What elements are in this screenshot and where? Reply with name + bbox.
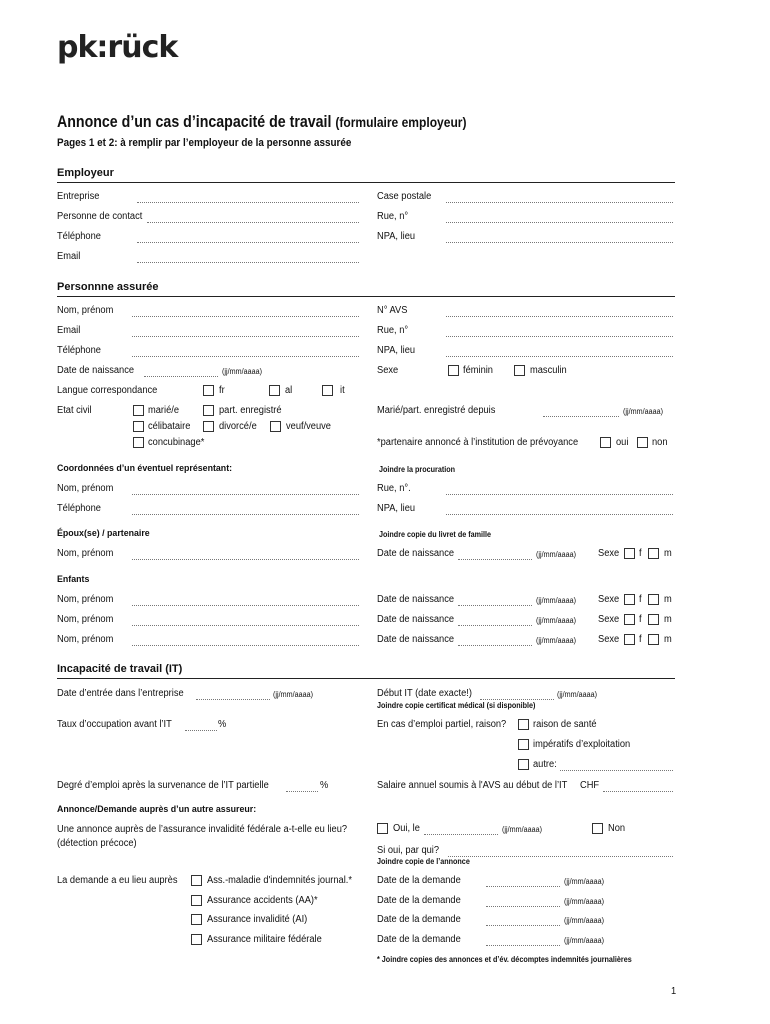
label-masculin: masculin [530, 365, 567, 376]
label-enfant-f: f [639, 614, 642, 625]
date-format-hint: (jj/mm/aaaa) [564, 897, 605, 906]
checkbox-epoux-m[interactable] [648, 548, 659, 559]
input-date-demande[interactable] [486, 906, 560, 907]
footnote: * Joindre copies des annonces et d’év. décomptes indemnités journalières [377, 955, 632, 964]
checkbox-feminin[interactable] [448, 365, 459, 376]
date-format-hint: (jj/mm/aaaa) [557, 690, 598, 699]
input-date-naissance-enfant[interactable] [458, 605, 532, 606]
note-joindre-annonce: Joindre copie de l’annonce [377, 857, 470, 866]
input-telephone-employeur[interactable] [137, 242, 359, 243]
label-salaire: Salaire annuel soumis à l'AVS au début de l’IT [377, 780, 568, 791]
input-nom-representant[interactable] [132, 494, 359, 495]
label-telephone-representant: Téléphone [57, 503, 101, 514]
input-autre[interactable] [560, 770, 673, 771]
form-title-main: Annonce d’un cas d’incapacité de travail [57, 113, 332, 131]
note-livret-famille: Joindre copie du livret de famille [379, 530, 492, 539]
checkbox-partenaire-non[interactable] [637, 437, 648, 448]
label-date-demande: Date de la demande [377, 875, 461, 886]
checkbox-concubinage[interactable] [133, 437, 144, 448]
input-rue-employeur[interactable] [446, 222, 673, 223]
input-date-demande[interactable] [486, 886, 560, 887]
date-format-hint: (jj/mm/aaaa) [564, 936, 605, 945]
input-salaire[interactable] [603, 791, 673, 792]
label-enfant-m: m [664, 594, 672, 605]
checkbox-enfant-m[interactable] [648, 634, 659, 645]
checkbox-enfant-f[interactable] [624, 614, 635, 625]
section-rule [57, 296, 675, 297]
label-ai-non: Non [608, 823, 626, 834]
checkbox-marie[interactable] [133, 405, 144, 416]
checkbox-enfant-f[interactable] [624, 594, 635, 605]
checkbox-masculin[interactable] [514, 365, 525, 376]
label-rue-employeur: Rue, n° [377, 211, 409, 222]
label-npa-assure: NPA, lieu [377, 345, 416, 356]
label-nom-representant: Nom, prénom [57, 483, 114, 494]
input-date-naissance-epoux[interactable] [458, 559, 532, 560]
label-npa-representant: NPA, lieu [377, 503, 416, 514]
label-ass-maladie: Ass.-maladie d'indemnités journal.* [207, 875, 352, 886]
checkbox-divorce[interactable] [203, 421, 214, 432]
label-date-naissance-enfant: Date de naissance [377, 634, 455, 645]
date-format-hint: (jj/mm/aaaa) [564, 916, 605, 925]
label-date-demande: Date de la demande [377, 914, 461, 925]
checkbox-enfant-f[interactable] [624, 634, 635, 645]
input-rue-representant[interactable] [446, 494, 673, 495]
checkbox-celibataire[interactable] [133, 421, 144, 432]
label-telephone-assure: Téléphone [57, 345, 101, 356]
checkbox-autre[interactable] [518, 759, 529, 770]
input-date-naissance-enfant[interactable] [458, 645, 532, 646]
section-rule [57, 182, 675, 183]
label-partenaire-annonce: *partenaire annoncé à l’institution de prévoyance [377, 437, 579, 448]
date-format-hint: (jj/mm/aaaa) [623, 407, 664, 416]
input-date-entree[interactable] [196, 699, 270, 700]
checkbox-langue-it[interactable] [322, 385, 333, 396]
label-question-ai: Une annonce auprès de l’assurance invalidité fédérale a-t-elle eu lieu? [57, 824, 348, 835]
checkbox-ass-maladie[interactable] [191, 875, 202, 886]
label-raison-sante: raison de santé [533, 719, 597, 730]
checkbox-ass-accidents[interactable] [191, 895, 202, 906]
label-date-naissance-epoux: Date de naissance [377, 548, 455, 559]
label-nom-assure: Nom, prénom [57, 305, 114, 316]
input-ai-date[interactable] [424, 834, 498, 835]
section-employeur: Employeur [57, 167, 114, 179]
label-ai-oui: Oui, le [393, 823, 420, 834]
label-detection-precoce: (détection précoce) [57, 838, 137, 849]
label-pct: % [218, 719, 227, 730]
heading-autre-assureur: Annonce/Demande auprès d’un autre assureur: [57, 804, 257, 815]
section-assuree: Personnne assurée [57, 281, 159, 293]
label-enfant-f: f [639, 594, 642, 605]
input-date-demande[interactable] [486, 925, 560, 926]
label-partenaire-oui: oui [616, 437, 629, 448]
note-procuration: Joindre la procuration [379, 465, 456, 474]
label-email-assure: Email [57, 325, 81, 336]
heading-enfants: Enfants [57, 574, 90, 585]
label-enfant-m: m [664, 614, 672, 625]
label-epoux-f: f [639, 548, 642, 559]
label-degre-emploi: Degré d’emploi après la survenance de l’IT partielle [57, 780, 269, 791]
label-feminin: féminin [463, 365, 493, 376]
date-format-hint: (jj/mm/aaaa) [564, 877, 605, 886]
label-debut-it: Début IT (date exacte!) [377, 688, 472, 699]
input-email-employeur[interactable] [137, 262, 359, 263]
input-debut-it[interactable] [480, 699, 554, 700]
label-enfant-f: f [639, 634, 642, 645]
input-npa-representant[interactable] [446, 514, 673, 515]
label-rue-representant: Rue, n°. [377, 483, 411, 494]
checkbox-raison-sante[interactable] [518, 719, 529, 730]
form-title-suffix: (formulaire employeur) [335, 114, 467, 130]
checkbox-enfant-m[interactable] [648, 614, 659, 625]
label-partenaire-non: non [652, 437, 668, 448]
section-it: Incapacité de travail (IT) [57, 663, 183, 675]
checkbox-veuf[interactable] [270, 421, 281, 432]
checkbox-ai-oui[interactable] [377, 823, 388, 834]
input-avs[interactable] [446, 316, 673, 317]
label-personne-contact: Personne de contact [57, 211, 143, 222]
heading-representant: Coordonnées d’un éventuel représentant: [57, 463, 233, 474]
note-certificat: Joindre copie certificat médical (si disponible) [377, 701, 536, 710]
input-date-naissance-assure[interactable] [144, 376, 218, 377]
date-format-hint: (jj/mm/aaaa) [536, 550, 577, 559]
label-sexe-epoux: Sexe [598, 548, 620, 559]
label-ass-militaire: Assurance militaire fédérale [207, 934, 322, 945]
label-divorce: divorcé/e [219, 421, 257, 432]
input-marie-depuis[interactable] [543, 416, 619, 417]
label-date-entree: Date d’entrée dans l’entreprise [57, 688, 184, 699]
input-npa-employeur[interactable] [446, 242, 673, 243]
page-number: 1 [671, 986, 677, 997]
label-sexe-enfant: Sexe [598, 594, 620, 605]
input-taux-occupation[interactable] [185, 730, 217, 731]
label-pct: % [320, 780, 329, 791]
label-langue: Langue correspondance [57, 385, 158, 396]
input-degre-emploi[interactable] [286, 791, 318, 792]
input-nom-assure[interactable] [132, 316, 359, 317]
section-rule [57, 678, 675, 679]
input-nom-enfant[interactable] [132, 645, 359, 646]
label-taux-occupation: Taux d’occupation avant l’IT [57, 719, 172, 730]
checkbox-part-enregistre[interactable] [203, 405, 214, 416]
date-format-hint: (jj/mm/aaaa) [273, 690, 314, 699]
label-celibataire: célibataire [148, 421, 191, 432]
label-date-naissance-enfant: Date de naissance [377, 614, 455, 625]
label-entreprise: Entreprise [57, 191, 100, 202]
label-autre: autre: [533, 759, 557, 770]
label-imperatifs: impératifs d’exploitation [533, 739, 631, 750]
date-format-hint: (jj/mm/aaaa) [536, 596, 577, 605]
checkbox-ass-militaire[interactable] [191, 934, 202, 945]
form-title [57, 113, 467, 132]
checkbox-partenaire-oui[interactable] [600, 437, 611, 448]
label-date-demande: Date de la demande [377, 895, 461, 906]
label-si-oui: Si oui, par qui? [377, 845, 440, 856]
label-etat-civil: Etat civil [57, 405, 92, 416]
input-date-demande[interactable] [486, 945, 560, 946]
label-ass-invalidite: Assurance invalidité (AI) [207, 914, 308, 925]
label-epoux-m: m [664, 548, 672, 559]
label-demande-lieu: La demande a eu lieu auprès [57, 875, 178, 886]
label-sexe-enfant: Sexe [598, 634, 620, 645]
label-date-naissance-assure: Date de naissance [57, 365, 135, 376]
label-emploi-partiel: En cas d’emploi partiel, raison? [377, 719, 507, 730]
label-enfant-m: m [664, 634, 672, 645]
input-email-assure[interactable] [132, 336, 359, 337]
label-ass-accidents: Assurance accidents (AA)* [207, 895, 318, 906]
label-date-demande: Date de la demande [377, 934, 461, 945]
label-email-employeur: Email [57, 251, 81, 262]
date-format-hint: (jj/mm/aaaa) [502, 825, 543, 834]
date-format-hint: (jj/mm/aaaa) [536, 636, 577, 645]
input-nom-enfant[interactable] [132, 625, 359, 626]
input-telephone-representant[interactable] [132, 514, 359, 515]
input-date-naissance-enfant[interactable] [458, 625, 532, 626]
label-chf: CHF [580, 780, 600, 791]
label-nom-enfant: Nom, prénom [57, 634, 114, 645]
label-telephone-employeur: Téléphone [57, 231, 101, 242]
input-entreprise[interactable] [137, 202, 359, 203]
label-part-enregistre: part. enregistré [219, 405, 282, 416]
checkbox-enfant-m[interactable] [648, 594, 659, 605]
label-npa-employeur: NPA, lieu [377, 231, 416, 242]
label-concubinage: concubinage* [148, 437, 205, 448]
label-nom-enfant: Nom, prénom [57, 594, 114, 605]
input-nom-enfant[interactable] [132, 605, 359, 606]
checkbox-langue-al[interactable] [269, 385, 280, 396]
label-sexe-assure: Sexe [377, 365, 399, 376]
checkbox-ai-non[interactable] [592, 823, 603, 834]
label-nom-enfant: Nom, prénom [57, 614, 114, 625]
input-telephone-assure[interactable] [132, 356, 359, 357]
company-logo: pk:rück [57, 30, 178, 65]
label-veuf: veuf/veuve [286, 421, 331, 432]
label-langue-fr: fr [219, 385, 225, 396]
input-npa-assure[interactable] [446, 356, 673, 357]
label-case-postale: Case postale [377, 191, 432, 202]
heading-epoux: Époux(se) / partenaire [57, 528, 150, 539]
label-marie: marié/e [148, 405, 180, 416]
checkbox-epoux-f[interactable] [624, 548, 635, 559]
label-sexe-enfant: Sexe [598, 614, 620, 625]
date-format-hint: (jj/mm/aaaa) [222, 367, 263, 376]
date-format-hint: (jj/mm/aaaa) [536, 616, 577, 625]
input-case-postale[interactable] [446, 202, 673, 203]
label-avs: N° AVS [377, 305, 408, 316]
input-si-oui[interactable] [448, 856, 673, 857]
label-langue-al: al [285, 385, 293, 396]
label-rue-assure: Rue, n° [377, 325, 409, 336]
label-nom-epoux: Nom, prénom [57, 548, 114, 559]
label-date-naissance-enfant: Date de naissance [377, 594, 455, 605]
input-personne-contact[interactable] [147, 222, 359, 223]
label-langue-it: it [340, 385, 345, 396]
input-rue-assure[interactable] [446, 336, 673, 337]
input-nom-epoux[interactable] [132, 559, 359, 560]
label-marie-depuis: Marié/part. enregistré depuis [377, 405, 496, 416]
checkbox-ass-invalidite[interactable] [191, 914, 202, 925]
checkbox-imperatifs[interactable] [518, 739, 529, 750]
checkbox-langue-fr[interactable] [203, 385, 214, 396]
form-subtitle: Pages 1 et 2: à remplir par l’employeur de la personne assurée [57, 137, 352, 149]
